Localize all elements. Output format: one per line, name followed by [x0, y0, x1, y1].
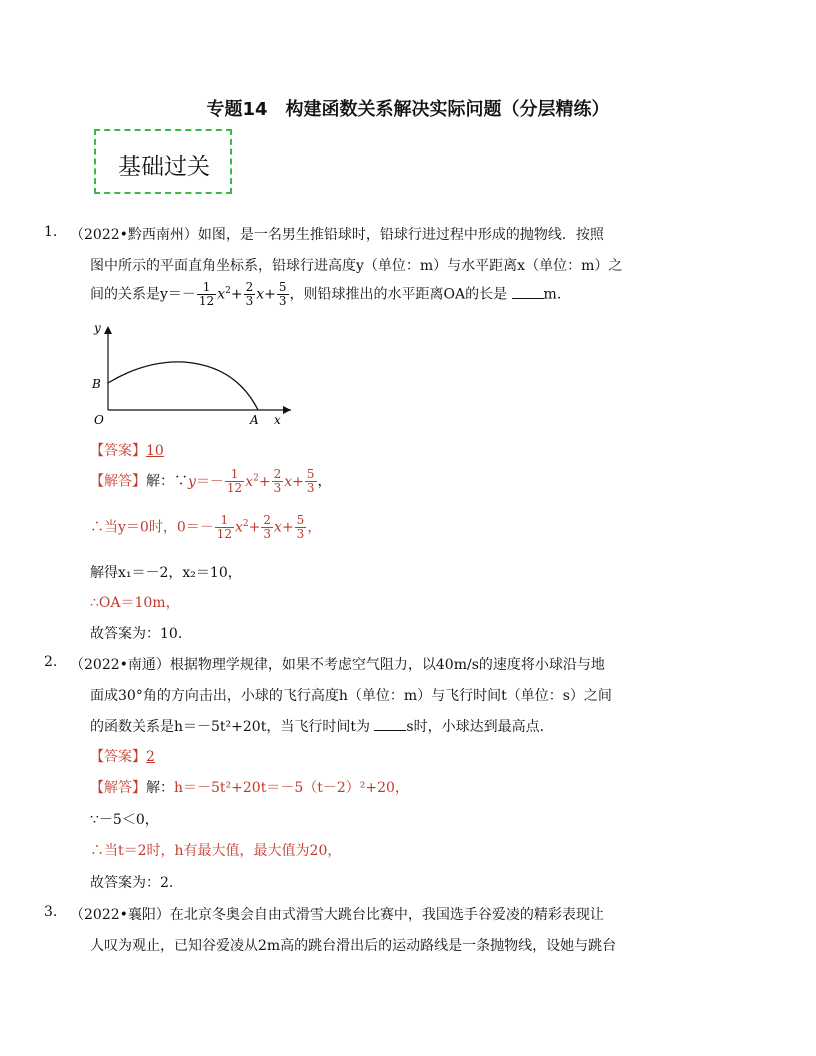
- q2-text-line3: 的函数关系是h＝－5t²+20t，当飞行时间t为 s时，小球达到最高点．: [90, 719, 554, 735]
- label-x: x: [274, 413, 281, 427]
- q1-text-line3: 间的关系是y＝－ $\frac{1}{12}$ $x^2+$ $\frac{2}{3}$ x+ $\frac{5}{3}$ ，则铅球推出的水平距离OA的长是 m.: [90, 280, 562, 308]
- q2-solution-line1: 【解答】解：h＝－5t²+20t＝－5（t－2）²+20，: [90, 780, 409, 796]
- x-axis-arrow: [283, 406, 291, 414]
- section-badge-label: 基础过关: [118, 154, 210, 180]
- label-A: A: [250, 413, 259, 427]
- q1-solution-line2: ∴当y＝0时，0＝－ $\frac{1}{12}$ $x^2+$ $\frac{2}{3}$ x+ $\frac{5}{3}$ ，: [90, 513, 322, 541]
- q3-text-line1: （2022•襄阳）在北京冬奥会自由式滑雪大跳台比赛中，我国选手谷爱凌的精彩表现让: [70, 907, 604, 923]
- q2-solution-line3: ∴当t＝2时，h有最大值，最大值为20，: [90, 843, 342, 859]
- q1-answer-blank: [512, 286, 544, 299]
- q1-line3-suffix: ，则铅球推出的水平距离OA的长是: [289, 286, 508, 303]
- q2-answer-blank: [374, 718, 406, 731]
- q1-solution-label: 【解答】: [90, 473, 146, 490]
- y-axis-arrow: [104, 326, 112, 334]
- label-y: y: [94, 321, 101, 335]
- q1-solution-line1: 【解答】解：∵y＝－ $\frac{1}{12}$ $x^2+$ $\frac{2}{3}$ x+ $\frac{5}{3}$ ，: [90, 467, 332, 495]
- q1-solution-line4: ∴OA＝10m，: [90, 595, 180, 611]
- q1-sol-intro: 解：∵: [146, 473, 188, 490]
- q2-text-line1: （2022•南通）根据物理学规律，如果不考虑空气阻力，以40m/s的速度将小球沿与地: [70, 657, 605, 673]
- q2-answer-row: 【答案】2: [90, 749, 155, 765]
- projectile-figure: [86, 320, 296, 430]
- fraction-5-3: $\frac{5}{3}$: [278, 280, 287, 308]
- section-badge: [94, 129, 232, 194]
- q1-text-line2: 图中所示的平面直角坐标系，铅球行进高度y（单位：m）与水平距离x（单位：m）之: [90, 258, 623, 274]
- q1-answer-value: 10: [146, 443, 164, 459]
- q2-solution-line4: 故答案为：2.: [90, 875, 174, 891]
- q2-number: 2.: [44, 654, 58, 670]
- page-title: 专题14 构建函数关系解决实际问题（分层精练）: [206, 99, 610, 120]
- q1-text-line1: （2022•黔西南州）如图，是一名男生推铅球时，铅球行进过程中形成的抛物线．按照: [70, 227, 604, 243]
- q1-line3-prefix: 间的关系是y＝－: [90, 286, 196, 303]
- label-O: O: [94, 413, 104, 427]
- q1-answer-label: 【答案】: [90, 443, 146, 459]
- q1-answer-row: [90, 440, 164, 460]
- q3-text-line2: 人叹为观止，已知谷爱凌从2m高的跳台滑出后的运动路线是一条抛物线，设她与跳台: [90, 938, 617, 954]
- q2-text-line2: 面成30°角的方向击出，小球的飞行高度h（单位：m）与飞行时间t（单位：s）之间: [90, 688, 612, 704]
- fraction-1-12: $\frac{1}{12}$: [198, 280, 215, 308]
- q2-solution-line2: ∵－5＜0，: [90, 812, 159, 828]
- q1-number: 1.: [44, 224, 58, 240]
- q3-number: 3.: [44, 904, 58, 920]
- q1-solution-line5: 故答案为：10.: [90, 626, 183, 642]
- q1-unit: m.: [543, 286, 562, 303]
- q2-answer-value: 2: [146, 749, 155, 765]
- parabola-path: [108, 362, 258, 410]
- q1-solution-line3: 解得x₁＝－2，x₂＝10，: [90, 565, 242, 581]
- fraction-2-3: $\frac{2}{3}$: [245, 280, 254, 308]
- label-B: B: [92, 377, 101, 391]
